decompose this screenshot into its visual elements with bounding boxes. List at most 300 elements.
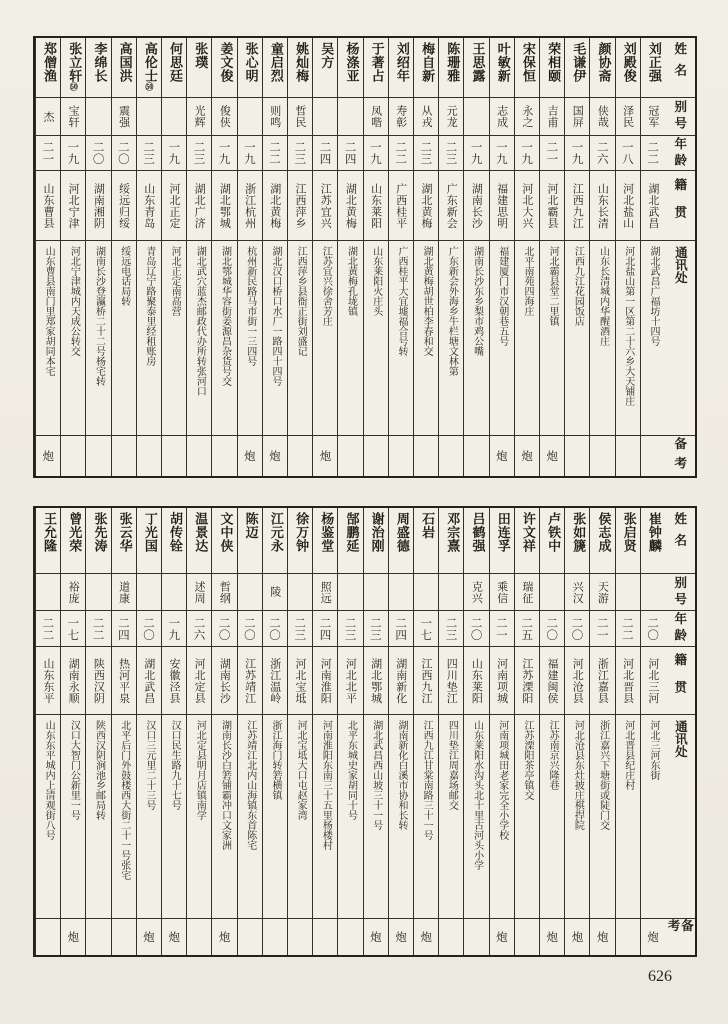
address-cell — [313, 715, 337, 919]
native-place-cell-text: 湖南长沙 — [470, 182, 484, 229]
name-cell — [61, 508, 85, 574]
age-cell — [238, 611, 262, 647]
name-cell — [515, 508, 539, 574]
age-cell — [187, 611, 211, 647]
address-cell-text: 福建厦门市汉朝巷五号 — [496, 246, 508, 346]
age-cell-text: 二三 — [444, 616, 459, 641]
age-cell — [414, 611, 438, 647]
address-cell — [515, 241, 539, 436]
native-place-cell — [313, 647, 337, 715]
address-cell-text: 山东曹县南门里郑家胡同本宅 — [43, 246, 55, 376]
address-cell — [414, 241, 438, 436]
page-number: 626 — [648, 968, 672, 985]
native-place-cell — [313, 171, 337, 241]
native-place-cell — [616, 171, 640, 241]
remark-cell — [212, 919, 236, 955]
address-cell-text: 河北正定南高营 — [169, 246, 181, 316]
age-cell — [36, 611, 60, 647]
name-cell-text: 温景达 — [192, 512, 208, 553]
address-cell — [590, 241, 614, 436]
native-place-cell — [590, 171, 614, 241]
native-place-cell-text: 湖北黄梅 — [268, 182, 282, 229]
name-cell-text: 于著占 — [368, 42, 384, 83]
native-place-cell-text: 广东新会 — [445, 182, 459, 229]
name-cell-text: 高国洪 — [116, 42, 132, 83]
alias-cell — [414, 574, 438, 611]
address-cell-text: 汉口民生路九十七号 — [169, 720, 181, 810]
alias-cell-text: 兴汉 — [571, 580, 585, 604]
address-cell — [338, 715, 362, 919]
name-cell — [414, 508, 438, 574]
name-cell-text: 张立轩 — [66, 42, 82, 83]
native-place-cell — [137, 171, 161, 241]
name-cell — [616, 508, 640, 574]
address-cell — [616, 241, 640, 436]
address-cell — [590, 715, 614, 919]
address-cell-text: 北平东城史家胡同十号 — [345, 720, 357, 820]
age-cell-text: 二〇 — [646, 616, 661, 641]
alias-cell — [238, 574, 262, 611]
alias-cell-text: 则鸣 — [268, 105, 282, 128]
age-cell — [490, 611, 514, 647]
alias-cell — [212, 574, 236, 611]
age-cell-text: 一九 — [570, 141, 585, 165]
age-cell-text: 二三 — [343, 616, 358, 641]
native-place-cell-text: 河南项城 — [495, 657, 509, 704]
address-cell — [162, 241, 186, 436]
address-cell-text: 河北三河东街 — [647, 720, 659, 780]
person-column — [640, 38, 665, 476]
name-cell — [313, 38, 337, 98]
name-cell — [338, 38, 362, 98]
native-place-cell — [212, 647, 236, 715]
name-cell-text: 许文祥 — [519, 512, 535, 553]
header-native-label: 籍贯 — [665, 171, 695, 241]
remark-cell-text: 炮 — [595, 931, 610, 943]
person-column — [539, 508, 564, 955]
person-column — [85, 508, 110, 955]
address-cell-text: 湖南长沙东乡梨市鸡公嘴 — [471, 246, 483, 356]
address-cell-text: 浙江海门转箬横镇 — [269, 720, 281, 800]
alias-cell — [313, 574, 337, 611]
person-column — [85, 38, 110, 476]
alias-cell — [112, 98, 136, 136]
native-place-cell — [61, 647, 85, 715]
remark-cell — [439, 919, 463, 955]
alias-cell — [162, 98, 186, 136]
remark-cell-text: 炮 — [494, 931, 509, 943]
person-column — [287, 508, 312, 955]
address-cell — [61, 241, 85, 436]
header-native-label: 籍贯 — [665, 647, 695, 715]
person-column — [60, 38, 85, 476]
age-cell-text: 二〇 — [91, 141, 106, 165]
address-cell — [389, 241, 413, 436]
alias-cell-text: 哲民 — [293, 105, 307, 128]
alias-cell — [86, 98, 110, 136]
address-cell-text: 湖南长沙白箬铺霸冲口文家洲 — [219, 720, 231, 850]
alias-cell — [490, 98, 514, 136]
person-column — [438, 38, 463, 476]
age-cell-text: 二〇 — [242, 616, 257, 641]
native-place-cell — [187, 647, 211, 715]
alias-cell — [187, 574, 211, 611]
person-column — [564, 38, 589, 476]
native-place-cell-text: 湖南长沙 — [218, 657, 232, 704]
name-cell-text: 徐万钟 — [293, 512, 309, 553]
address-cell — [313, 241, 337, 436]
alias-cell — [162, 574, 186, 611]
remark-cell-text: 炮 — [268, 450, 283, 462]
age-cell-text: 二三 — [293, 616, 308, 641]
native-place-cell-text: 江西九江 — [571, 182, 585, 229]
name-cell-text: 杨鉴堂 — [318, 512, 334, 553]
alias-cell — [389, 98, 413, 136]
name-cell — [263, 508, 287, 574]
age-cell — [112, 136, 136, 171]
age-cell — [288, 136, 312, 171]
age-cell-text: 一九 — [494, 141, 509, 165]
name-cell-text: 颜协斋 — [595, 42, 611, 83]
person-column — [262, 38, 287, 476]
native-place-cell-text: 湖北黄梅 — [420, 182, 433, 229]
alias-cell-text: 寿彰 — [394, 105, 408, 128]
age-cell — [36, 136, 60, 171]
alias-cell-text: 乘信 — [495, 580, 509, 604]
alias-cell — [439, 98, 463, 136]
name-cell — [36, 508, 60, 574]
native-place-cell — [137, 647, 161, 715]
address-cell — [112, 715, 136, 919]
native-place-cell — [389, 647, 413, 715]
name-cell — [590, 38, 614, 98]
remark-cell — [616, 919, 640, 955]
native-place-cell — [263, 647, 287, 715]
age-cell-text: 二六 — [192, 616, 207, 641]
person-column — [413, 38, 438, 476]
native-place-cell-text: 江苏靖江 — [243, 657, 257, 704]
native-place-cell-text: 江西萍乡 — [293, 182, 307, 229]
name-cell — [565, 508, 589, 574]
header-address-label: 通讯处 — [665, 715, 695, 919]
address-cell-text: 江苏南京兴隆巷 — [547, 720, 559, 790]
name-cell-text: 张心明 — [242, 42, 258, 83]
address-cell — [565, 715, 589, 919]
native-place-cell — [565, 647, 589, 715]
remark-cell-text: 炮 — [646, 931, 661, 943]
person-column — [312, 38, 337, 476]
age-cell-text: 二〇 — [142, 616, 157, 641]
remark-cell — [238, 919, 262, 955]
alias-cell — [36, 574, 60, 611]
name-cell — [389, 508, 413, 574]
name-cell — [112, 38, 136, 98]
age-cell — [61, 136, 85, 171]
remark-cell — [36, 436, 60, 476]
alias-cell-text: 俊侠 — [218, 105, 232, 128]
age-cell-text: 二〇 — [268, 616, 283, 641]
native-place-cell — [238, 647, 262, 715]
person-column — [514, 38, 539, 476]
header-column — [665, 508, 695, 955]
name-cell — [616, 38, 640, 98]
age-cell — [641, 136, 665, 171]
address-cell-text: 山东莱阳水沟头北十里古河头小学 — [471, 720, 483, 870]
name-cell-text: 吴方 — [318, 42, 334, 69]
native-place-cell — [288, 171, 312, 241]
remark-cell-text: 炮 — [142, 931, 157, 943]
alias-cell-text: 照远 — [319, 580, 333, 604]
address-cell — [414, 715, 438, 919]
age-cell — [162, 611, 186, 647]
native-place-cell — [389, 171, 413, 241]
native-place-cell-text: 河北正定 — [167, 182, 181, 229]
native-place-cell-text: 绥远归绥 — [117, 182, 131, 229]
remark-cell-text: 炮 — [419, 931, 434, 943]
age-cell — [389, 136, 413, 171]
remark-cell — [540, 919, 564, 955]
name-cell-text: 毛谦伊 — [570, 42, 586, 83]
name-cell — [86, 508, 110, 574]
address-cell-text: 绥远电话局转 — [118, 246, 130, 306]
native-place-cell-text: 山东青岛 — [142, 182, 156, 229]
remark-cell — [86, 436, 110, 476]
address-cell — [439, 241, 463, 436]
native-place-cell-text: 河北沧县 — [571, 657, 585, 704]
remark-cell — [616, 436, 640, 476]
address-cell-text: 山东莱阳火庄头 — [370, 246, 382, 316]
remark-cell — [490, 436, 514, 476]
address-cell-text: 山东长清城内华醒酒庄 — [597, 246, 609, 346]
native-place-cell — [515, 171, 539, 241]
header-column — [665, 38, 695, 476]
name-cell — [338, 508, 362, 574]
person-column — [337, 508, 362, 955]
alias-cell — [490, 574, 514, 611]
name-cell-text: 卢铁中 — [545, 512, 561, 553]
age-cell — [565, 611, 589, 647]
name-cell-text: 曾光荣 — [66, 512, 82, 553]
name-cell-text: 郑僧渔 — [41, 42, 57, 83]
native-place-cell — [414, 171, 438, 241]
age-cell-text: 一九 — [368, 141, 383, 165]
name-cell — [515, 38, 539, 98]
native-place-cell — [464, 171, 488, 241]
age-cell — [389, 611, 413, 647]
native-place-cell-text: 湖北鄂城 — [218, 182, 232, 229]
remark-cell — [187, 919, 211, 955]
name-cell-text: 姜文俊 — [217, 42, 233, 83]
address-cell — [288, 715, 312, 919]
native-place-cell-text: 山东东平 — [41, 657, 55, 704]
alias-cell — [464, 574, 488, 611]
native-place-cell-text: 河北定县 — [193, 657, 207, 704]
native-place-cell-text: 河北盐山 — [621, 182, 635, 229]
age-cell — [364, 611, 388, 647]
address-cell — [389, 715, 413, 919]
remark-cell — [565, 436, 589, 476]
name-cell — [238, 508, 262, 574]
age-cell-text: 一七 — [66, 616, 81, 641]
name-cell-text: 崔钟麟 — [645, 512, 661, 553]
name-cell-text: 童启烈 — [267, 42, 283, 83]
address-cell — [238, 241, 262, 436]
person-column — [589, 508, 614, 955]
address-cell — [263, 715, 287, 919]
native-place-cell — [112, 647, 136, 715]
age-cell-text: 二二 — [646, 141, 661, 165]
age-cell — [590, 136, 614, 171]
name-cell — [464, 38, 488, 98]
address-cell — [540, 715, 564, 919]
age-cell — [187, 136, 211, 171]
remark-cell — [515, 919, 539, 955]
name-cell — [590, 508, 614, 574]
remark-cell-text: 炮 — [66, 931, 81, 943]
alias-cell — [212, 98, 236, 136]
name-cell — [86, 38, 110, 98]
remark-cell — [641, 919, 665, 955]
alias-cell — [540, 98, 564, 136]
address-cell — [565, 241, 589, 436]
name-cell — [36, 38, 60, 98]
address-cell-text: 湖北鄂城华容街姜源昌杂货号交 — [219, 246, 231, 386]
name-cell — [187, 508, 211, 574]
address-cell — [86, 241, 110, 436]
person-column — [211, 38, 236, 476]
alias-cell — [641, 98, 665, 136]
address-cell-text: 湖北武穴蓝杰邮政代办所转张河口 — [194, 246, 206, 396]
person-column — [640, 508, 665, 955]
name-cell — [313, 508, 337, 574]
address-cell — [288, 241, 312, 436]
remark-cell-text: 炮 — [545, 931, 560, 943]
address-cell — [641, 715, 665, 919]
address-cell-text: 广西桂平大宜墟福合号转 — [395, 246, 407, 356]
name-cell-text: 丁光国 — [141, 512, 157, 553]
age-cell-text: 一九 — [242, 141, 257, 165]
native-place-cell — [414, 647, 438, 715]
name-cell — [288, 508, 312, 574]
name-cell — [364, 508, 388, 574]
name-cell — [414, 38, 438, 98]
remark-cell — [36, 919, 60, 955]
native-place-cell — [263, 171, 287, 241]
age-cell — [439, 136, 463, 171]
alias-cell — [61, 98, 85, 136]
person-column — [136, 38, 161, 476]
alias-cell — [616, 574, 640, 611]
person-column — [312, 508, 337, 955]
address-cell-text: 四川垫江周嘉场邮交 — [446, 720, 458, 810]
name-cell-text: 姚灿梅 — [293, 42, 309, 83]
remark-cell — [313, 919, 337, 955]
address-cell — [540, 241, 564, 436]
age-cell — [540, 136, 564, 171]
header-remark-label: 备考 — [672, 436, 688, 476]
age-cell-text: 二六 — [595, 141, 610, 165]
age-cell — [364, 136, 388, 171]
native-place-cell — [162, 647, 186, 715]
alias-cell-text: 光辉 — [193, 105, 207, 128]
native-place-cell — [212, 171, 236, 241]
person-column — [564, 508, 589, 955]
address-cell-text: 湖北汉口桥口水厂一路四十四号 — [269, 246, 281, 386]
age-cell-text: 二四 — [116, 616, 131, 641]
name-cell-text: 胡传铨 — [167, 512, 183, 553]
age-cell-text: 二三 — [293, 141, 308, 165]
remark-cell — [61, 436, 85, 476]
native-place-cell — [338, 171, 362, 241]
name-cell — [364, 38, 388, 98]
name-cell — [490, 508, 514, 574]
remark-cell — [288, 436, 312, 476]
address-cell — [464, 241, 488, 436]
age-cell — [515, 136, 539, 171]
address-cell-text: 汉口大智门公新里一号 — [68, 720, 80, 820]
roster-table-bottom — [33, 506, 697, 957]
alias-cell-text: 冠军 — [646, 105, 660, 128]
age-cell-text: 二三 — [368, 616, 383, 641]
person-column — [363, 508, 388, 955]
native-place-cell-text: 湖北广济 — [193, 182, 207, 229]
name-cell — [263, 38, 287, 98]
native-place-cell — [364, 171, 388, 241]
person-column — [589, 38, 614, 476]
native-place-cell — [338, 647, 362, 715]
remark-cell — [313, 436, 337, 476]
address-cell-text: 河北定县明月店镇南学 — [194, 720, 206, 820]
address-cell-text: 江苏宜兴徐舍芳庄 — [320, 246, 332, 326]
header-alias-label: 别号 — [665, 98, 695, 136]
remark-cell — [590, 919, 614, 955]
address-cell-text: 河北盐山第一区第二十六乡大天铺庄 — [622, 246, 634, 406]
address-cell — [464, 715, 488, 919]
remark-cell-text: 炮 — [494, 450, 509, 462]
remark-cell — [641, 436, 665, 476]
age-cell-text: 一八 — [620, 141, 635, 165]
age-cell-text: 二三 — [142, 141, 157, 165]
age-cell-text: 二〇 — [469, 616, 484, 641]
remark-cell-text: 炮 — [217, 931, 232, 943]
age-cell-text: 一七 — [419, 616, 434, 641]
native-place-cell-text: 河北大兴 — [520, 182, 534, 229]
age-cell-text: 二三 — [444, 141, 459, 165]
alias-cell-text: 天游 — [596, 580, 610, 604]
address-cell-text: 杭州新民路马市街一三四号 — [244, 246, 256, 366]
name-cell — [187, 38, 211, 98]
alias-cell-text: 陵 — [268, 586, 282, 598]
remark-cell — [338, 919, 362, 955]
remark-cell — [364, 919, 388, 955]
alias-cell — [238, 98, 262, 136]
alias-cell-text: 裕庞 — [67, 580, 81, 604]
age-cell-text: 一九 — [66, 141, 81, 165]
remark-cell — [464, 919, 488, 955]
address-cell-text: 江西九江花园饭店 — [572, 246, 584, 326]
person-column — [539, 38, 564, 476]
address-cell-text: 湖北武昌广福坊十四号 — [647, 246, 659, 346]
name-cell-text: 周盛德 — [393, 512, 409, 553]
alias-cell — [565, 574, 589, 611]
address-cell-text: 湖南长沙登瀛桥二十二号杨宅转 — [93, 246, 105, 386]
remark-cell — [162, 919, 186, 955]
native-place-cell-text: 湖北黄梅 — [344, 182, 358, 229]
person-column — [35, 38, 60, 476]
remark-cell-text: 炮 — [570, 931, 585, 943]
alias-cell — [515, 574, 539, 611]
native-place-cell-text: 江西九江 — [420, 657, 433, 704]
